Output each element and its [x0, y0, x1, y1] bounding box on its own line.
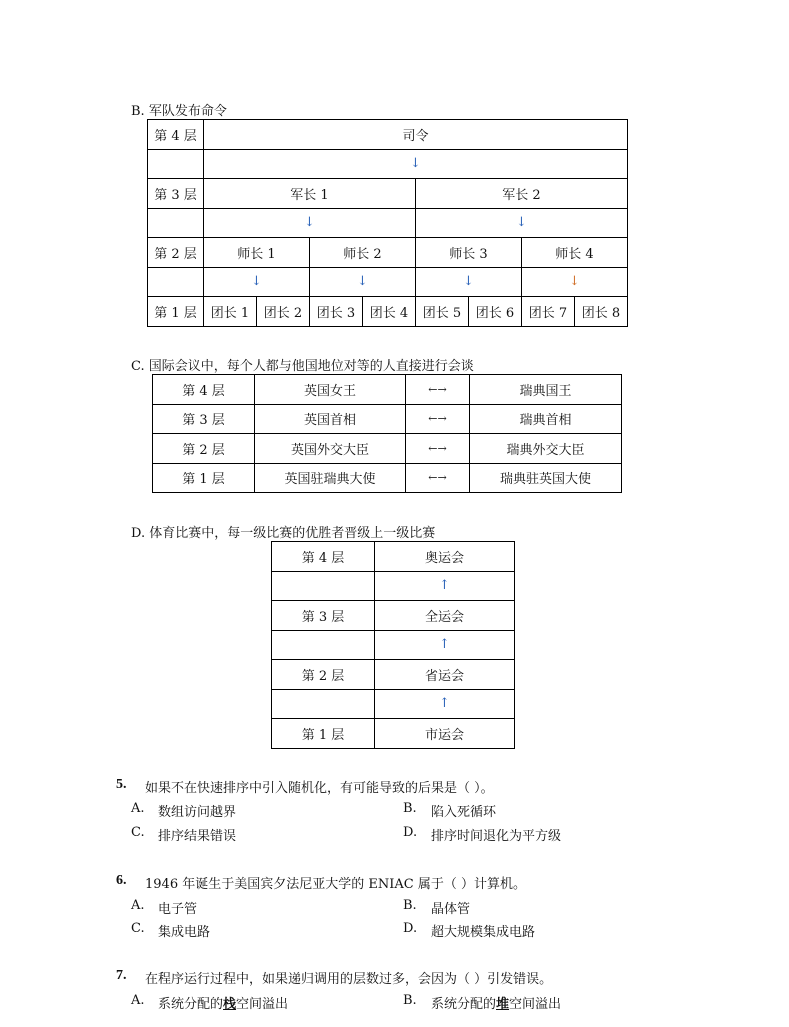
- arrow-down-icon: ↓: [310, 267, 416, 297]
- army-command-table: [147, 119, 628, 327]
- event-cell: 全运会: [375, 601, 515, 631]
- bidirectional-arrow-icon: ←→: [406, 404, 470, 434]
- layer-label: 第 3 层: [153, 404, 255, 434]
- option-letter: B.: [403, 993, 417, 1008]
- question-text: 在程序运行过程中，如果递归调用的层数过多，会因为（ ）引发错误。: [145, 972, 553, 987]
- uk-cell: 英国驻瑞典大使: [255, 463, 406, 493]
- option-c-heading: C. 国际会议中，每个人都与他国地位对等的人直接进行会谈: [131, 359, 474, 374]
- table-row: [153, 404, 622, 434]
- option-text: 数组访问越界: [158, 805, 237, 820]
- question-text: 1946 年诞生于美国宾夕法尼亚大学的 ENIAC 属于（ ）计算机。: [145, 877, 526, 892]
- option-text: 晶体管: [431, 902, 471, 917]
- corps-cell: 军长 1: [204, 179, 416, 209]
- option-text: 陷入死循环: [431, 805, 497, 820]
- sweden-cell: 瑞典国王: [470, 375, 622, 405]
- uk-cell: 英国首相: [255, 404, 406, 434]
- option-text: 集成电路: [158, 925, 211, 940]
- option-letter: A.: [131, 801, 145, 816]
- regiment-cell: 团长 1: [204, 297, 257, 327]
- uk-cell: 英国外交大臣: [255, 434, 406, 464]
- option-letter: B.: [403, 898, 417, 913]
- regiment-cell: 团长 6: [469, 297, 522, 327]
- option-letter: D.: [403, 825, 418, 840]
- option-text: 系统分配的栈空间溢出: [158, 997, 289, 1012]
- regiment-cell: 团长 3: [310, 297, 363, 327]
- bidirectional-arrow-icon: ←→: [406, 375, 470, 405]
- commander-cell: 司令: [204, 120, 628, 150]
- arrow-down-icon: ↓: [416, 208, 628, 238]
- option-text: 排序时间退化为平方级: [431, 829, 562, 844]
- option-letter: C.: [131, 825, 145, 840]
- table-row: [153, 375, 622, 405]
- option-d-heading: D. 体育比赛中，每一级比赛的优胜者晋级上一级比赛: [131, 526, 436, 541]
- option-text: 系统分配的堆空间溢出: [431, 997, 562, 1012]
- sweden-cell: 瑞典驻英国大使: [470, 463, 622, 493]
- uk-cell: 英国女王: [255, 375, 406, 405]
- emphasized-word: 栈: [223, 997, 237, 1012]
- event-cell: 省运会: [375, 660, 515, 690]
- event-cell: 市运会: [375, 719, 515, 749]
- question-number: 5.: [116, 777, 127, 792]
- question-number: 6.: [116, 873, 127, 888]
- emphasized-word: 堆: [496, 997, 510, 1012]
- conference-table: [152, 374, 622, 493]
- option-letter: B.: [403, 801, 417, 816]
- sports-table: [271, 541, 515, 749]
- layer-label: 第 2 层: [272, 660, 375, 690]
- division-cell: 师长 1: [204, 238, 310, 268]
- arrow-down-icon: ↓: [522, 267, 628, 297]
- arrow-up-icon: ↑: [375, 630, 515, 660]
- layer-label: 第 4 层: [272, 542, 375, 572]
- sweden-cell: 瑞典首相: [470, 404, 622, 434]
- option-letter: A.: [131, 898, 145, 913]
- layer-label: 第 3 层: [272, 601, 375, 631]
- regiment-cell: 团长 2: [257, 297, 310, 327]
- layer-label: 第 4 层: [153, 375, 255, 405]
- bidirectional-arrow-icon: ←→: [406, 434, 470, 464]
- regiment-cell: 团长 8: [575, 297, 628, 327]
- division-cell: 师长 4: [522, 238, 628, 268]
- question-text: 如果不在快速排序中引入随机化，有可能导致的后果是（ ）。: [145, 781, 494, 796]
- option-letter: D.: [403, 921, 418, 936]
- corps-cell: 军长 2: [416, 179, 628, 209]
- regiment-cell: 团长 7: [522, 297, 575, 327]
- option-text: 超大规模集成电路: [431, 925, 536, 940]
- sweden-cell: 瑞典外交大臣: [470, 434, 622, 464]
- option-letter: A.: [131, 993, 145, 1008]
- arrow-down-icon: ↓: [204, 149, 628, 179]
- arrow-up-icon: ↑: [375, 689, 515, 719]
- layer-label: 第 3 层: [148, 179, 204, 209]
- layer-label: 第 1 层: [148, 297, 204, 327]
- arrow-down-icon: ↓: [416, 267, 522, 297]
- division-cell: 师长 3: [416, 238, 522, 268]
- layer-label: 第 2 层: [148, 238, 204, 268]
- option-b-heading: B. 军队发布命令: [131, 104, 227, 119]
- option-letter: C.: [131, 921, 145, 936]
- arrow-down-icon: ↓: [204, 208, 416, 238]
- question-number: 7.: [116, 968, 127, 983]
- arrow-up-icon: ↑: [375, 571, 515, 601]
- layer-label: 第 4 层: [148, 120, 204, 150]
- event-cell: 奥运会: [375, 542, 515, 572]
- option-text: 排序结果错误: [158, 829, 237, 844]
- layer-label: 第 2 层: [153, 434, 255, 464]
- table-row: [153, 434, 622, 464]
- division-cell: 师长 2: [310, 238, 416, 268]
- regiment-cell: 团长 4: [363, 297, 416, 327]
- option-text: 电子管: [158, 902, 198, 917]
- layer-label: 第 1 层: [272, 719, 375, 749]
- table-row: [153, 463, 622, 493]
- layer-label: 第 1 层: [153, 463, 255, 493]
- bidirectional-arrow-icon: ←→: [406, 463, 470, 493]
- regiment-cell: 团长 5: [416, 297, 469, 327]
- arrow-down-icon: ↓: [204, 267, 310, 297]
